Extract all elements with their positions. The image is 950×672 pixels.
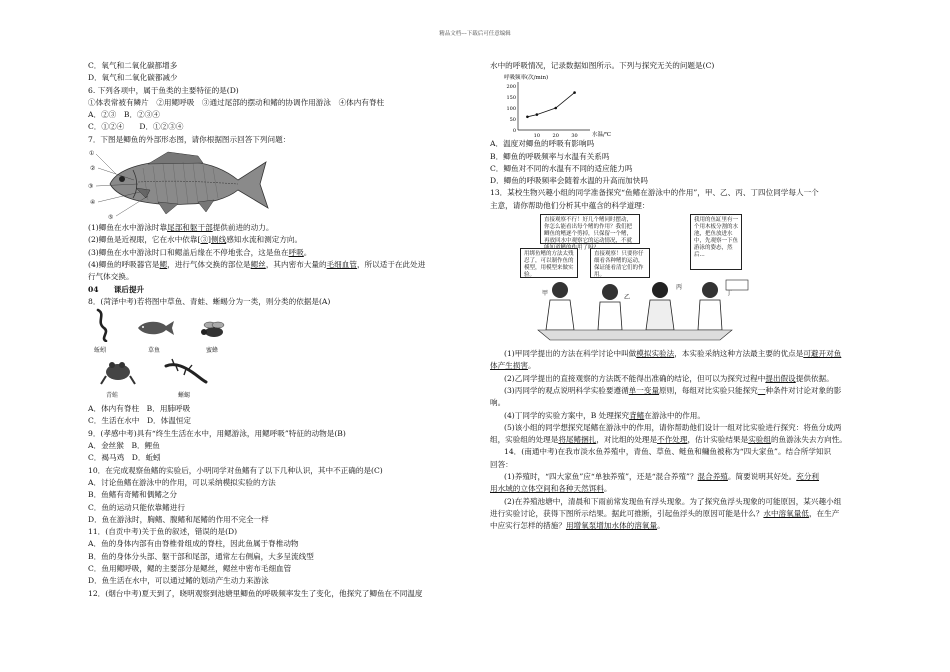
q14-2-answer-1: 水中溶氧量低	[763, 508, 809, 518]
animal-label-earthworm: 蚯蚓	[94, 347, 107, 355]
chart-y-tick-label: 100	[506, 106, 516, 113]
q14-stem-cont: 回答：	[490, 459, 513, 469]
q13-part3	[490, 385, 865, 397]
respiration-chart-svg	[490, 72, 640, 138]
q13-5-answer-2: 不作处理	[657, 435, 688, 445]
q10-option-c: C．鱼的运动只能依靠鳍进行	[88, 502, 185, 512]
grass-carp-icon	[136, 318, 176, 338]
q10-option-a: A．讨论鱼鳍在游泳中的作用，可以采纳模拟实验的方法	[88, 477, 276, 487]
q13-5-text-end: 的鱼游泳失去方向性。	[770, 435, 847, 445]
q7-3-text-end: 。	[303, 247, 312, 257]
q7-1-text: (1)鲫鱼在水中游泳时靠	[88, 223, 168, 233]
q7-part1	[88, 222, 468, 234]
chart-x-tick-label: 20	[552, 133, 559, 139]
q13-3-text-2: 原则，每组对比实验只能探究	[659, 385, 758, 395]
q13-4-text-end: 在游泳中的作用。	[644, 410, 705, 420]
bubble-jia: 用绑鱼鳍的方法太残忍了，可以制作鱼的模型，用模型来做实验。	[520, 248, 578, 278]
q10-option-b: B．鱼鳍有奇鳍和偶鳍之分	[88, 490, 178, 500]
q7-4-answer-3: 毛细血管	[326, 259, 357, 269]
section-04-title: 04 课后提升	[88, 284, 145, 294]
q14-part2-cont2	[490, 520, 865, 532]
q14-2-text-end: 。	[657, 521, 665, 531]
fish-figure	[88, 146, 288, 222]
q12-option-a: A．温度对鲫鱼的呼吸有影响吗	[490, 139, 595, 149]
q8-stem: 8．(菏泽中考)若将图中草鱼、青蛙、蜥蜴分为一类，则分类的依据是(A)	[88, 296, 331, 306]
fig-label-1: ①	[89, 150, 95, 158]
chart-data-point	[554, 107, 557, 110]
q12-option-c: C．鲫鱼对不同的水温有不同的适应能力吗	[490, 163, 633, 173]
q13-part1	[490, 348, 865, 360]
q7-2-answer-num: ③	[200, 235, 209, 245]
q5-option-d: D．氧气和二氧化碳都减少	[88, 73, 178, 83]
q14-part1-cont	[490, 483, 865, 495]
q14-1-text-end: 。	[603, 484, 612, 494]
q11-option-c: C．鱼用鳃呼吸，鳃的主要部分是鳃丝，鳃丝中密布毛细血管	[88, 564, 292, 574]
q9-options-cd: C．褐马鸡 D．蚯蚓	[88, 453, 161, 463]
frog-icon	[100, 358, 136, 386]
q8-options-cd: C．生活在水中 D．体温恒定	[88, 416, 192, 426]
q7-4-text: (4)鲫鱼的呼吸器官是	[88, 259, 160, 269]
q13-5-answer-3: 实验组	[748, 435, 771, 445]
lizard-icon	[162, 358, 208, 386]
fig-label-2: ②	[90, 165, 96, 173]
q12-stem: 12．(烟台中考)夏天到了，晓明观察到池塘里鲫鱼的呼吸频率发生了变化，他探究了鲫鱼在不同温度	[88, 588, 423, 598]
q14-1-text-2: 。简要说明其好处。	[727, 472, 797, 482]
left-column	[88, 60, 468, 600]
fig-label-4: ④	[90, 199, 96, 207]
q13-3-text-3: 种条件对讨论对象的影	[765, 385, 842, 395]
q10-option-d: D．鱼在游泳时，胸鳍、腹鳍和尾鳍的作用不完全一样	[88, 514, 269, 524]
chart-x-tick-label: 30	[571, 133, 578, 139]
q11-option-a: A．鱼的身体内部有由脊椎骨组成的脊柱，因此鱼属于脊椎动物	[88, 539, 299, 549]
person-label-jia: 甲	[542, 290, 549, 298]
chart-data-point	[536, 114, 539, 117]
q7-2-bracket: ]	[208, 235, 211, 245]
q13-1-text-2: ，本实验采纳这种方法最主要的优点是	[674, 349, 804, 359]
earthworm-icon	[92, 308, 114, 342]
chart-series-line	[527, 93, 574, 117]
q13-1-answer-2-cont: 体产生损害	[490, 361, 528, 371]
person-label-yi: 乙	[624, 294, 631, 302]
q14-2-text-2: ，在生产	[808, 508, 840, 518]
q8-options-ab: A．体内有脊柱 B．用肺呼吸	[88, 404, 191, 414]
q6-options-ab: A．②③ B．②③④	[88, 110, 160, 120]
q13-1-answer-1: 模拟实验法	[636, 349, 675, 359]
carp-illustration	[88, 146, 288, 222]
chart-y-tick-label: 200	[506, 84, 516, 91]
q6-options-cd: C．①②④ D．①②③④	[88, 122, 184, 132]
q14-stem: 14．(南通中考)在我市淡水鱼养殖中，青鱼、草鱼、鲢鱼和鳙鱼被称为“四大家鱼”。结合所学知识	[504, 447, 832, 457]
chart-data-point	[526, 116, 529, 119]
q13-4-text: (4)丁同学的实验方案中，B 处理探究	[504, 410, 630, 420]
q7-4-text-4: ，所以适于在此处进	[356, 259, 426, 269]
q13-5-text-3: ，估计实验结果是	[687, 435, 749, 445]
q13-1-text-end: 。	[527, 361, 536, 371]
chart-y-tick-label: 150	[506, 95, 516, 102]
bubble-ding: 我用的鱼缸里有一个用木板分割的水池，把鱼放进水中，先观察一下鱼游泳的姿态，然后...	[690, 214, 742, 270]
q13-5-text-2: ，对比组的处理是	[596, 435, 658, 445]
q9-stem: 9．(孝感中考)具有“终生生活在水中，用鳃游泳，用鳃呼吸”特征的动物是(B)	[88, 428, 346, 438]
q13-2-text: (2)乙同学提出的直接观察的方法既不能得出准确的结论，但可以为探究过程中	[504, 373, 766, 383]
chart-data-point	[573, 92, 576, 95]
q12-option-d: D．鲫鱼的呼吸频率会随着水温的升高而加快吗	[490, 176, 648, 186]
q14-1-text: (1)养殖时，“四大家鱼”应“单独养殖”，还是“混合养殖”？	[504, 472, 698, 482]
q13-2-answer: 提出假设	[765, 373, 796, 383]
q13-part5-cont	[490, 434, 865, 446]
q14-2-answer-2: 用增氧泵增加水体的溶氧量	[565, 521, 658, 531]
q7-4-text-2: ，进行气体交换的部位是	[167, 259, 251, 269]
q13-5-answer-1: 将尾鳍捆扎	[558, 435, 597, 445]
chart-y-axis-label: 呼吸频率(次/min)	[504, 75, 549, 82]
q13-part2	[490, 373, 865, 385]
q12-option-b: B．鲫鱼的呼吸频率与水温有关系吗	[490, 151, 610, 161]
q6-statements: ①体表常被有鳞片 ②用鳃呼吸 ③通过尾部的摆动和鳍的协调作用游泳 ④体内有脊柱	[88, 97, 385, 107]
right-column	[490, 60, 865, 533]
chart-x-axis-unit: 水温/℃	[592, 132, 612, 139]
q7-part4	[88, 259, 468, 271]
bubble-bing: 直接观察不行！好几个鳍同时摆动，你怎么能看出每个鳍的作用？我们把鲫鱼的鳍逐个剪掉，只保留一个鳍，再放回水中观察它的运动情况，不就 作用了吗？	[540, 214, 640, 244]
animals-figure	[88, 308, 288, 403]
q14-part2: (2)在养殖池塘中，清晨和下雨前常发现鱼有浮头现象。为了探究鱼浮头现象的可能原因，某兴趣小组	[504, 496, 842, 506]
students-discussion-figure	[520, 212, 750, 342]
q13-stem-cont: 主意，请你帮助他们分析其中蕴含的科学道理：	[490, 200, 650, 210]
q11-option-d: D．鱼生活在水中，可以通过鳍的划动产生动力来游泳	[88, 576, 269, 586]
person-label-bing: 丙	[676, 284, 683, 292]
person-label-ding: 丁	[726, 290, 733, 298]
fig-label-3: ③	[88, 183, 94, 191]
q7-2-answer: 侧线	[211, 235, 227, 245]
animal-label-frog: 青蛙	[106, 392, 119, 400]
chart-y-tick-label: 0	[512, 128, 516, 135]
bubble-yi: 直接观察！只要你仔细看各种鳍的运动，保证能看清它们的作用。	[590, 248, 650, 278]
q13-part1-cont	[490, 360, 865, 372]
q7-4-answer-1: 鳃	[159, 259, 168, 269]
q13-stem: 13．某校生物兴趣小组的同学准备探究“鱼鳍在游泳中的作用”，甲、乙、丙、丁四位同学每人一个	[490, 188, 819, 198]
q12-stem-cont: 水中的呼吸情况，记录数据如图所示。下列与探究无关的问题是(C)	[490, 61, 715, 70]
q14-1-answer-2: 充分利	[796, 472, 820, 482]
q7-part2	[88, 234, 468, 246]
chart-y-tick-label: 50	[509, 117, 516, 124]
chart-x-tick-label: 10	[533, 133, 541, 139]
q13-5-text: 组，实验组的处理是	[490, 435, 559, 445]
q7-1-answer: 尾部和躯干部	[167, 223, 213, 233]
q14-part2-cont	[490, 508, 865, 520]
q13-1-answer-2: 可避开对鱼	[803, 349, 842, 359]
students-illustration	[520, 278, 750, 342]
q7-part4-cont: 行气体交换。	[88, 272, 134, 282]
animal-label-lizard: 蜥蜴	[178, 392, 191, 400]
q7-part3	[88, 247, 468, 259]
q14-1-answer-1: 混合养殖	[697, 472, 728, 482]
q14-2-text: 进行实验讨论，获得下图所示结果。据此可推断，引起鱼浮头的原因可能是什么？	[490, 508, 764, 518]
animal-label-grass-carp: 草鱼	[148, 347, 161, 355]
animal-label-bee: 蜜蜂	[206, 347, 219, 355]
q13-part5: (5)该小组的同学想探究尾鳍在游泳中的作用，请你帮助他们设计一组对比实验进行探究：将鱼分成两	[504, 422, 842, 432]
q13-4-answer: 背鳍	[629, 410, 645, 420]
q13-part3-cont: 响。	[490, 398, 506, 408]
bee-icon	[198, 320, 228, 340]
q7-3-answer: 呼吸	[288, 247, 304, 257]
q13-3-answer-2: 一	[757, 385, 766, 395]
q13-2-text-end: 提供依据。	[795, 373, 834, 383]
q14-2-text-3: 中应实行怎样的措施？	[490, 521, 566, 531]
page-header: 精品文档---下载后可任意编辑	[439, 31, 511, 37]
q9-options-ab: A．金丝猴 B．鲤鱼	[88, 441, 160, 451]
q7-4-answer-2: 鳃丝	[250, 259, 266, 269]
q5-option-c: C．氧气和二氧化碳都增多	[88, 61, 178, 70]
q13-part4	[490, 410, 865, 422]
q7-4-text-3: ，其内密布大量的	[265, 259, 327, 269]
q14-1-answer-2-cont: 用水域的立体空间和各种天然饵料	[490, 484, 604, 494]
q7-1-text-end: 提供前进的动力。	[212, 223, 274, 233]
q11-stem: 11．(自贡中考)关于鱼的叙述，错误的是(D)	[88, 527, 238, 537]
q11-option-b: B．鱼的身体分头部、躯干部和尾部，通常左右侧扁，大多呈流线型	[88, 551, 314, 561]
q14-part1	[490, 471, 865, 483]
q13-3-text: (3)丙同学的观点说明科学实验要遵循	[504, 385, 629, 395]
q13-3-answer: 单一变量	[628, 385, 660, 395]
q7-stem: 7．下图是鲫鱼的外部形态图，请你根据图示回答下列问题：	[88, 134, 291, 144]
fig-label-5: ⑤	[108, 214, 114, 222]
q7-2-text: (2)鲫鱼是近视眼，它在水中依靠[	[88, 235, 201, 245]
q13-1-text: (1)甲同学提出的方法在科学讨论中叫做	[504, 349, 637, 359]
q6-stem: 6. 下列各项中，属于鱼类的主要特征的是(D)	[88, 85, 239, 95]
q10-stem: 10．在完成观察鱼鳍的实验后，小明同学对鱼鳍有了以下几种认识，其中不正确的是(C)	[88, 465, 383, 475]
q7-3-text: (3)鲫鱼在水中游泳时口和鳃盖后缘在不停地张合，这是鱼在	[88, 247, 289, 257]
respiration-chart	[490, 72, 640, 138]
q7-2-text-end: 感知水流和测定方向。	[226, 235, 303, 245]
